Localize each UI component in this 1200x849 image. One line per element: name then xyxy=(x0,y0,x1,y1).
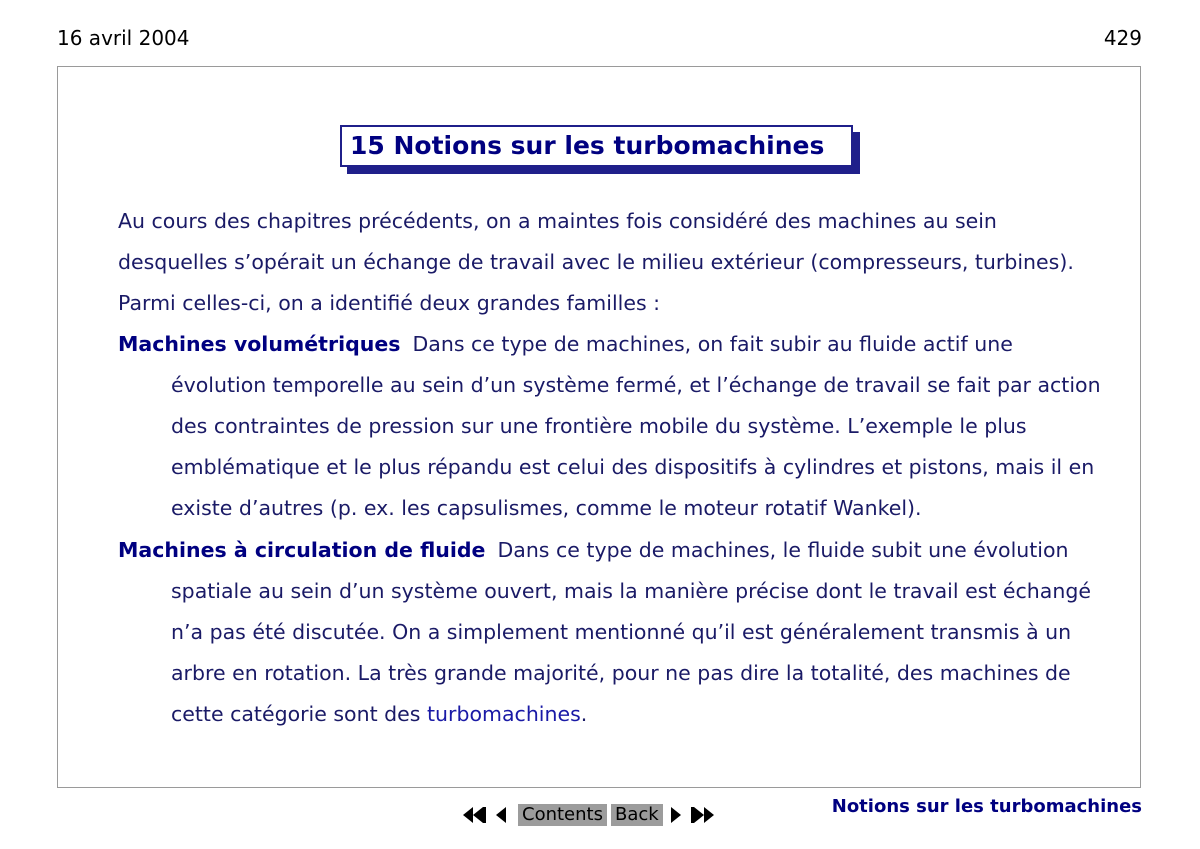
contents-button[interactable]: Contents xyxy=(518,804,607,826)
body-text xyxy=(118,201,1108,735)
last-page-icon[interactable] xyxy=(691,807,714,823)
section-title: 15 Notions sur les turbomachines xyxy=(340,125,853,167)
description-fluid-circulation: Dans ce type de machines, le fluide subit une évolution spatiale au sein d’un système ouvert, mais la manière précise dont le travail est échangé n’a pas été discutée. On a simplement mentionné qu’il est généralement transmis à un arbre en rotation. La très grande majorité, pour ne pas dire la totalité, des machines de cette catégorie sont des xyxy=(171,538,1091,726)
content-frame xyxy=(57,66,1141,788)
previous-page-icon[interactable] xyxy=(496,807,506,823)
term-fluid-circulation: Machines à circulation de fluide xyxy=(118,538,486,562)
turbomachines-link[interactable]: turbomachines xyxy=(427,702,581,726)
back-button[interactable]: Back xyxy=(611,804,663,826)
section-title-box xyxy=(340,125,853,167)
term-volumetric: Machines volumétriques xyxy=(118,332,401,356)
description-end: . xyxy=(580,702,588,726)
next-page-icon[interactable] xyxy=(671,807,681,823)
description-volumetric: Dans ce type de machines, on fait subir au fluide actif une évolution temporelle au sein d’un système fermé, et l’échange de travail se fait par action des contraintes de pression sur une frontière mobile du système. L’exemple le plus emblématique et le plus répandu est celui des dispositifs à cylindres et pistons, mais il en existe d’autres (p. ex. les capsulismes, comme le moteur rotatif Wankel). xyxy=(171,332,1101,520)
list-item xyxy=(118,530,1108,735)
navigation-bar xyxy=(463,804,714,826)
list-item xyxy=(118,324,1108,529)
page-number: 429 xyxy=(1103,26,1142,50)
footer-section-title[interactable]: Notions sur les turbomachines xyxy=(831,796,1142,817)
header-date: 16 avril 2004 xyxy=(57,26,190,50)
first-page-icon[interactable] xyxy=(463,807,486,823)
intro-paragraph: Au cours des chapitres précédents, on a maintes fois considéré des machines au sein desquelles s’opérait un échange de travail avec le milieu extérieur (compresseurs, turbines). Parmi celles-ci, on a identifié deux grandes familles : xyxy=(118,209,1074,315)
